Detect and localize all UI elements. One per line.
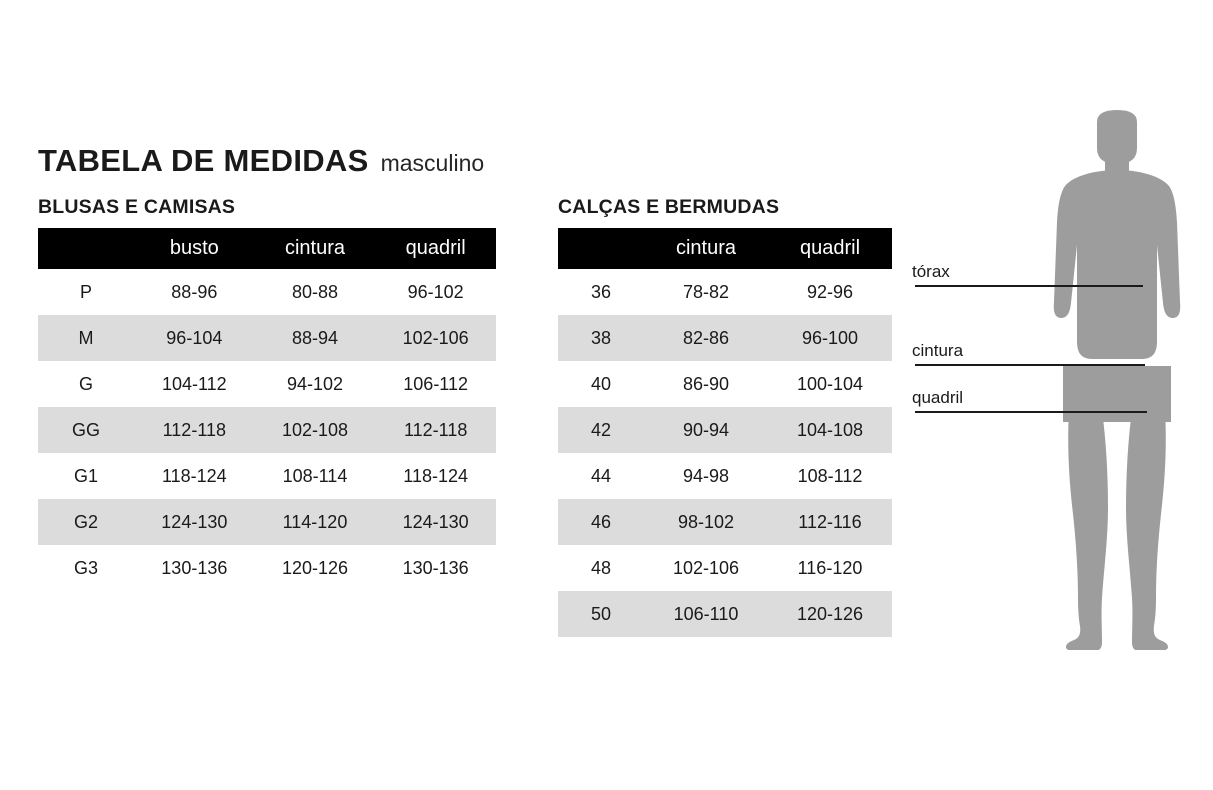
table-row: [558, 545, 892, 591]
table-row: [38, 545, 496, 591]
torax-leader-line: [915, 285, 1143, 287]
column-header-cintura: cintura: [255, 228, 376, 269]
callout-quadril: quadril: [912, 388, 964, 407]
cell-cintura: 120-126: [281, 557, 349, 578]
table-header-row: [38, 228, 496, 269]
cell-quadril: 120-126: [768, 591, 892, 637]
cell-size: G3: [73, 557, 98, 578]
column-header-size: [38, 228, 134, 269]
cell-quadril: 96-100: [768, 315, 892, 361]
cell-quadril: 92-96: [806, 281, 854, 302]
cell-cintura: 86-90: [682, 373, 730, 394]
body-diagram: [900, 110, 1200, 670]
cell-size: 42: [558, 407, 644, 453]
cell-quadril: 118-124: [403, 465, 469, 486]
cell-quadril: 102-106: [375, 315, 496, 361]
cell-quadril: 112-116: [768, 499, 892, 545]
cintura-leader-line: [915, 364, 1145, 366]
table-row: [558, 315, 892, 361]
cell-cintura: 114-120: [255, 499, 376, 545]
cell-cintura: 106-110: [644, 591, 768, 637]
cell-busto: 130-136: [161, 557, 228, 578]
pants-table-block: [558, 196, 892, 637]
cell-cintura: 108-114: [282, 465, 348, 486]
cell-cintura: 94-102: [286, 373, 344, 394]
table-row: [38, 407, 496, 453]
cell-busto: 88-96: [171, 281, 218, 302]
cell-size: 50: [558, 591, 644, 637]
cell-size: P: [79, 281, 92, 302]
cell-cintura: 90-94: [644, 407, 768, 453]
callout-cintura: cintura: [912, 341, 964, 360]
quadril-leader-line: [915, 411, 1147, 413]
callout-torax: tórax: [912, 262, 950, 281]
cell-quadril: 112-118: [375, 407, 496, 453]
cell-size: 38: [558, 315, 644, 361]
cell-size: G1: [73, 465, 98, 486]
tops-size-table: [38, 228, 496, 591]
cell-quadril: 130-136: [402, 557, 469, 578]
table-row: [558, 269, 892, 315]
cell-busto: 124-130: [134, 499, 255, 545]
table-row: [558, 361, 892, 407]
pants-size-table: [558, 228, 892, 637]
cell-cintura: 94-98: [682, 465, 730, 486]
cell-size: GG: [38, 407, 134, 453]
table-row: [558, 591, 892, 637]
cell-quadril: 124-130: [375, 499, 496, 545]
table-row: [38, 453, 496, 499]
cell-size: 48: [590, 557, 612, 578]
table-row: [558, 499, 892, 545]
column-header-busto: busto: [134, 228, 255, 269]
table-row: [38, 499, 496, 545]
table-header-row: [558, 228, 892, 269]
cell-size: M: [38, 315, 134, 361]
cell-size: G2: [38, 499, 134, 545]
cell-cintura: 88-94: [255, 315, 376, 361]
pants-table-caption: CALÇAS E BERMUDAS: [558, 196, 780, 218]
cell-quadril: 116-120: [797, 557, 863, 578]
cell-quadril: 106-112: [403, 373, 469, 394]
table-row: [38, 315, 496, 361]
cell-cintura: 98-102: [644, 499, 768, 545]
table-row: [558, 407, 892, 453]
cell-cintura: 102-106: [672, 557, 740, 578]
column-header-size: [558, 228, 644, 269]
cell-busto: 112-118: [134, 407, 255, 453]
table-row: [558, 453, 892, 499]
cell-cintura: 102-108: [255, 407, 376, 453]
table-row: [38, 361, 496, 407]
table-row: [38, 269, 496, 315]
cell-busto: 96-104: [134, 315, 255, 361]
cell-busto: 104-112: [161, 373, 227, 394]
cell-busto: 118-124: [161, 465, 227, 486]
cell-size: 36: [590, 281, 612, 302]
column-header-cintura: cintura: [644, 228, 768, 269]
column-header-quadril: quadril: [375, 228, 496, 269]
cell-cintura: 82-86: [644, 315, 768, 361]
cell-quadril: 104-108: [768, 407, 892, 453]
page-title: [38, 143, 484, 179]
male-body-silhouette-icon: [1035, 110, 1200, 650]
cell-cintura: 78-82: [682, 281, 730, 302]
page-title-main: TABELA DE MEDIDAS: [38, 143, 369, 178]
tops-table-block: [38, 196, 496, 591]
cell-cintura: 80-88: [291, 281, 338, 302]
column-header-quadril: quadril: [768, 228, 892, 269]
cell-size: G: [78, 373, 93, 394]
page-title-subtitle: masculino: [380, 150, 485, 176]
cell-quadril: 96-102: [407, 281, 464, 302]
cell-size: 40: [590, 373, 612, 394]
tops-table-caption: BLUSAS E CAMISAS: [38, 196, 236, 218]
cell-quadril: 108-112: [797, 465, 863, 486]
cell-quadril: 100-104: [796, 373, 864, 394]
cell-size: 44: [590, 465, 612, 486]
cell-size: 46: [558, 499, 644, 545]
